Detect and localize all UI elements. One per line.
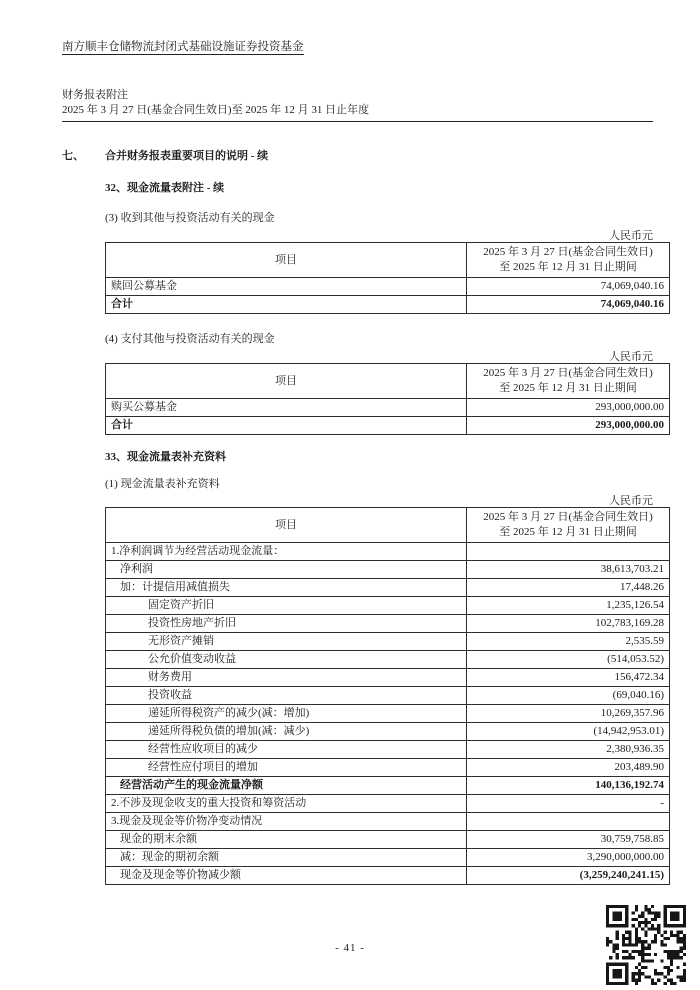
- table-row: [106, 579, 670, 597]
- row-label: 投资性房地产折旧: [106, 615, 467, 633]
- row-value: -: [467, 795, 670, 813]
- table-head: [106, 364, 670, 399]
- row-value: (3,259,240,241.15): [467, 867, 670, 885]
- row-value: 74,069,040.16: [467, 296, 670, 314]
- table-header-row: [106, 243, 670, 278]
- table-row: [106, 867, 670, 885]
- item-1-label: (1) 现金流量表补充资料: [105, 478, 220, 490]
- table-row: [106, 831, 670, 849]
- page-number: - 41 -: [335, 942, 365, 954]
- table-row: [106, 543, 670, 561]
- row-label: 赎回公募基金: [106, 278, 467, 296]
- column-header-period: [467, 508, 670, 543]
- doc-title: 财务报表附注: [62, 89, 128, 101]
- cash-received-table: [105, 242, 670, 314]
- table-header-row: [106, 364, 670, 399]
- table-row: [106, 669, 670, 687]
- section-7-title: 合并财务报表重要项目的说明 - 续: [105, 150, 269, 162]
- table-row: [106, 561, 670, 579]
- table-row: [106, 741, 670, 759]
- row-label: 经营性应收项目的减少: [106, 741, 467, 759]
- column-header-item: 项目: [106, 364, 467, 399]
- qr-code: [606, 905, 686, 985]
- row-label: 加：计提信用减值损失: [106, 579, 467, 597]
- row-value: 293,000,000.00: [467, 417, 670, 435]
- row-value: 30,759,758.85: [467, 831, 670, 849]
- table-row: [106, 777, 670, 795]
- table-header-row: [106, 508, 670, 543]
- row-value: [467, 813, 670, 831]
- row-label: 递延所得税资产的减少(减：增加): [106, 705, 467, 723]
- table-row: [106, 723, 670, 741]
- row-value: 10,269,357.96: [467, 705, 670, 723]
- row-value: 2,535.59: [467, 633, 670, 651]
- row-value: 140,136,192.74: [467, 777, 670, 795]
- row-value: 156,472.34: [467, 669, 670, 687]
- row-label: 投资收益: [106, 687, 467, 705]
- item-4-label: (4) 支付其他与投资活动有关的现金: [105, 333, 275, 345]
- row-value: 74,069,040.16: [467, 278, 670, 296]
- table-head: [106, 243, 670, 278]
- table-row: [106, 759, 670, 777]
- row-label: 净利润: [106, 561, 467, 579]
- table-row: [106, 633, 670, 651]
- item-3-label: (3) 收到其他与投资活动有关的现金: [105, 212, 275, 224]
- row-label: 合计: [106, 296, 467, 314]
- row-value: (69,040.16): [467, 687, 670, 705]
- cash-paid-table: [105, 363, 670, 435]
- section-7-heading: [62, 149, 653, 164]
- column-header-period: [467, 364, 670, 399]
- row-value: 293,000,000.00: [467, 399, 670, 417]
- currency-label-3: 人民币元: [609, 495, 653, 507]
- period-line-1: 2025 年 3 月 27 日(基金合同生效日): [483, 511, 653, 523]
- column-header-period: [467, 243, 670, 278]
- row-label: 财务费用: [106, 669, 467, 687]
- period-line-2: 至 2025 年 12 月 31 日止期间: [499, 382, 637, 394]
- table-body: [106, 543, 670, 885]
- period-line-2: 至 2025 年 12 月 31 日止期间: [499, 261, 637, 273]
- section-7-number: 七、: [62, 150, 84, 162]
- row-value: [467, 543, 670, 561]
- table-body: [106, 278, 670, 314]
- row-label: 经营活动产生的现金流量净额: [106, 777, 467, 795]
- row-label: 2.不涉及现金收支的重大投资和筹资活动: [106, 795, 467, 813]
- row-label: 无形资产摊销: [106, 633, 467, 651]
- currency-label-1: 人民币元: [609, 230, 653, 242]
- table-row: [106, 296, 670, 314]
- report-period-line: 2025 年 3 月 27 日(基金合同生效日)至 2025 年 12 月 31 日止年度: [62, 103, 653, 122]
- table-row: [106, 597, 670, 615]
- table-head: [106, 508, 670, 543]
- table-row: [106, 705, 670, 723]
- row-label: 现金及现金等价物减少额: [106, 867, 467, 885]
- supplementary-cashflow-table: [105, 507, 670, 885]
- table-row: [106, 615, 670, 633]
- row-label: 购买公募基金: [106, 399, 467, 417]
- currency-label-2: 人民币元: [609, 351, 653, 363]
- section-32-heading: 32、现金流量表附注 - 续: [105, 182, 225, 194]
- row-label: 经营性应付项目的增加: [106, 759, 467, 777]
- period-line-1: 2025 年 3 月 27 日(基金合同生效日): [483, 246, 653, 258]
- table-body: [106, 399, 670, 435]
- table-row: [106, 813, 670, 831]
- fund-name-title: [62, 40, 653, 55]
- period-line-2: 至 2025 年 12 月 31 日止期间: [499, 526, 637, 538]
- table-row: [106, 399, 670, 417]
- table-row: [106, 278, 670, 296]
- column-header-item: 项目: [106, 508, 467, 543]
- table-row: [106, 849, 670, 867]
- row-value: 38,613,703.21: [467, 561, 670, 579]
- row-value: 17,448.26: [467, 579, 670, 597]
- row-value: (14,942,953.01): [467, 723, 670, 741]
- row-value: 203,489.90: [467, 759, 670, 777]
- table-row: [106, 795, 670, 813]
- column-header-item: 项目: [106, 243, 467, 278]
- row-value: (514,053.52): [467, 651, 670, 669]
- row-value: 102,783,169.28: [467, 615, 670, 633]
- row-value: 3,290,000,000.00: [467, 849, 670, 867]
- row-label: 减：现金的期初余额: [106, 849, 467, 867]
- period-line-1: 2025 年 3 月 27 日(基金合同生效日): [483, 367, 653, 379]
- row-label: 1.净利润调节为经营活动现金流量：: [106, 543, 467, 561]
- table-row: [106, 687, 670, 705]
- row-value: 2,380,936.35: [467, 741, 670, 759]
- row-label: 3.现金及现金等价物净变动情况: [106, 813, 467, 831]
- row-label: 合计: [106, 417, 467, 435]
- row-label: 公允价值变动收益: [106, 651, 467, 669]
- row-label: 现金的期末余额: [106, 831, 467, 849]
- row-label: 固定资产折旧: [106, 597, 467, 615]
- table-row: [106, 417, 670, 435]
- section-33-heading: 33、现金流量表补充资料: [105, 451, 226, 463]
- section-content: [105, 181, 664, 885]
- row-label: 递延所得税负债的增加(减：减少): [106, 723, 467, 741]
- fund-name-text: 南方顺丰仓储物流封闭式基础设施证券投资基金: [62, 41, 304, 53]
- table-row: [106, 651, 670, 669]
- row-value: 1,235,126.54: [467, 597, 670, 615]
